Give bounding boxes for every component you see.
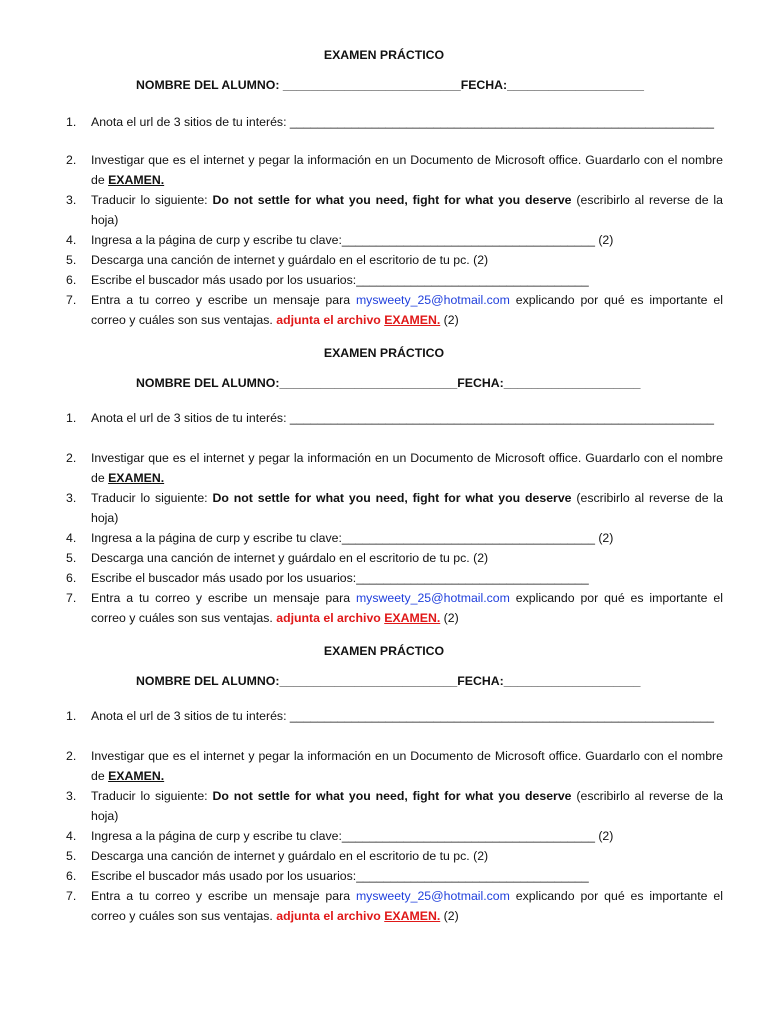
exam-title: EXAMEN PRÁCTICO	[323, 346, 445, 360]
question-text: Escribe el buscador más usado por los usuarios:__________________________________	[91, 273, 589, 287]
question-number: 1.	[66, 709, 77, 723]
question-number: 3.	[66, 491, 77, 505]
date-label: FECHA:____________________	[460, 78, 644, 92]
question-number: 1.	[66, 115, 77, 129]
question-number: 5.	[66, 849, 77, 863]
question-number: 6.	[66, 273, 77, 287]
attach-filename: EXAMEN.	[384, 313, 441, 327]
question-text	[91, 786, 723, 826]
question-number: 4.	[66, 233, 77, 247]
question-text-part: Traducir lo siguiente:	[91, 193, 213, 207]
date-label: FECHA:____________________	[457, 376, 641, 390]
question-number: 7.	[66, 889, 77, 903]
student-info-line	[136, 376, 641, 390]
attach-instruction: adjunta el archivo	[276, 313, 385, 327]
question-text	[91, 290, 723, 330]
question-number: 2.	[66, 153, 77, 167]
question-number: 4.	[66, 829, 77, 843]
question-text: Ingresa a la página de curp y escribe tu clave:_____________________________________ (2)	[91, 531, 614, 545]
question-text	[91, 746, 723, 786]
question-number: 5.	[66, 551, 77, 565]
question-number: 5.	[66, 253, 77, 267]
question-text	[91, 150, 723, 190]
attach-filename: EXAMEN.	[384, 909, 441, 923]
exam-title: EXAMEN PRÁCTICO	[323, 48, 445, 62]
question-text	[91, 448, 723, 488]
question-text	[91, 886, 723, 926]
question-number: 4.	[66, 531, 77, 545]
bold-filename: EXAMEN.	[108, 173, 165, 187]
question-text-part: Investigar que es el internet y pegar la información en un Documento de Microsoft office. Guardarlo con el nombre de	[91, 153, 723, 187]
question-number: 2.	[66, 749, 77, 763]
attach-filename: EXAMEN.	[384, 611, 441, 625]
points-label: (2)	[440, 313, 459, 327]
question-text-part: Traducir lo siguiente:	[91, 491, 213, 505]
question-text-part: (escribirlo al reverse de la hoja)	[91, 193, 724, 227]
question-text: Anota el url de 3 sitios de tu interés: ______________________________________________________________	[91, 709, 714, 723]
phrase-to-translate: Do not settle for what you need, fight for what you deserve	[212, 491, 572, 505]
question-text: Descarga una canción de internet y guárdalo en el escritorio de tu pc. (2)	[91, 253, 489, 267]
exam-block-2	[0, 346, 768, 646]
student-name-label: NOMBRE DEL ALUMNO:__________________________	[136, 674, 458, 688]
question-text: Anota el url de 3 sitios de tu interés: ______________________________________________________________	[91, 115, 714, 129]
question-text: Descarga una canción de internet y guárdalo en el escritorio de tu pc. (2)	[91, 551, 489, 565]
question-text-part: (escribirlo al reverse de la hoja)	[91, 789, 724, 823]
question-text: Descarga una canción de internet y guárdalo en el escritorio de tu pc. (2)	[91, 849, 489, 863]
question-number: 7.	[66, 591, 77, 605]
question-text-part: (escribirlo al reverse de la hoja)	[91, 491, 724, 525]
email-link[interactable]: mysweety_25@hotmail.com	[355, 591, 510, 605]
attach-instruction: adjunta el archivo	[276, 611, 385, 625]
student-info-line	[136, 78, 644, 92]
points-label: (2)	[440, 909, 459, 923]
email-link[interactable]: mysweety_25@hotmail.com	[355, 889, 510, 903]
question-text-part: Investigar que es el internet y pegar la información en un Documento de Microsoft office. Guardarlo con el nombre de	[91, 749, 723, 783]
bold-filename: EXAMEN.	[108, 769, 165, 783]
question-text-part: explicando por qué es importante el correo y cuáles son sus ventajas.	[91, 591, 723, 625]
question-number: 6.	[66, 571, 77, 585]
date-label: FECHA:____________________	[457, 674, 641, 688]
exam-block-3	[0, 644, 768, 944]
question-text: Escribe el buscador más usado por los usuarios:__________________________________	[91, 571, 589, 585]
question-text: Ingresa a la página de curp y escribe tu clave:_____________________________________ (2)	[91, 829, 614, 843]
phrase-to-translate: Do not settle for what you need, fight for what you deserve	[212, 193, 572, 207]
student-info-line	[136, 674, 641, 688]
question-number: 3.	[66, 193, 77, 207]
student-name-label: NOMBRE DEL ALUMNO:__________________________	[136, 376, 458, 390]
question-text-part: explicando por qué es importante el correo y cuáles son sus ventajas.	[91, 293, 723, 327]
exam-title: EXAMEN PRÁCTICO	[323, 644, 445, 658]
question-text-part: Entra a tu correo y escribe un mensaje para	[91, 591, 356, 605]
question-text-part: Investigar que es el internet y pegar la información en un Documento de Microsoft office. Guardarlo con el nombre de	[91, 451, 723, 485]
question-text: Anota el url de 3 sitios de tu interés: ______________________________________________________________	[91, 411, 714, 425]
question-text	[91, 488, 723, 528]
points-label: (2)	[440, 611, 459, 625]
question-text: Escribe el buscador más usado por los usuarios:__________________________________	[91, 869, 589, 883]
question-text	[91, 588, 723, 628]
question-text-part: explicando por qué es importante el correo y cuáles son sus ventajas.	[91, 889, 723, 923]
question-number: 3.	[66, 789, 77, 803]
question-number: 6.	[66, 869, 77, 883]
exam-block-1	[0, 48, 768, 348]
question-text-part: Traducir lo siguiente:	[91, 789, 213, 803]
question-text-part: Entra a tu correo y escribe un mensaje para	[91, 293, 356, 307]
bold-filename: EXAMEN.	[108, 471, 165, 485]
question-number: 7.	[66, 293, 77, 307]
question-text-part: Entra a tu correo y escribe un mensaje para	[91, 889, 356, 903]
question-text: Ingresa a la página de curp y escribe tu clave:_____________________________________ (2)	[91, 233, 614, 247]
question-number: 2.	[66, 451, 77, 465]
question-number: 1.	[66, 411, 77, 425]
student-name-label: NOMBRE DEL ALUMNO: __________________________	[136, 78, 461, 92]
email-link[interactable]: mysweety_25@hotmail.com	[355, 293, 510, 307]
question-text	[91, 190, 723, 230]
phrase-to-translate: Do not settle for what you need, fight for what you deserve	[212, 789, 572, 803]
attach-instruction: adjunta el archivo	[276, 909, 385, 923]
